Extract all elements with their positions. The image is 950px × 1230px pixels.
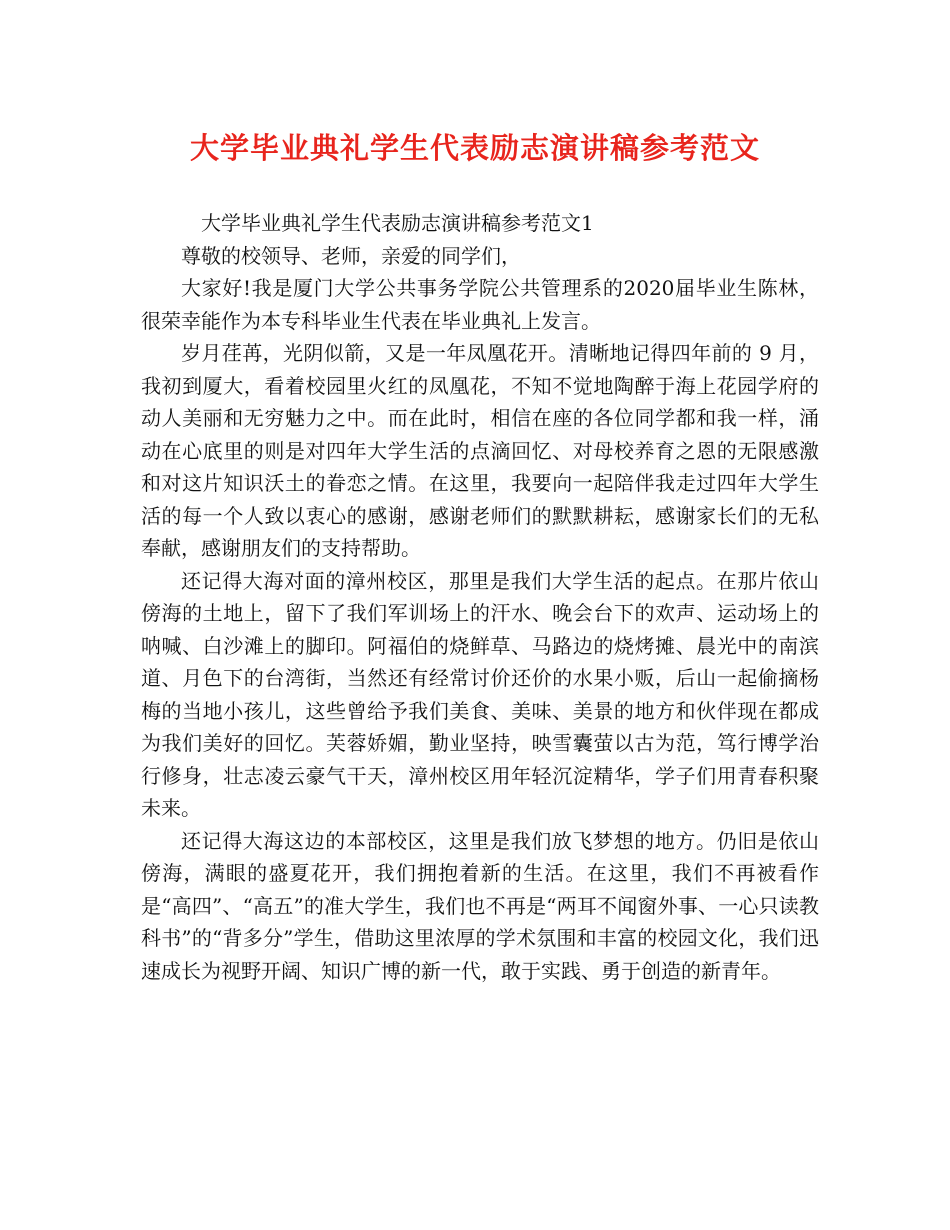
- paragraph-zhangzhou-campus: 还记得大海对面的漳州校区，那里是我们大学生活的起点。在那片依山傍海的土地上，留下了我们军训场上的汗水、晚会台下的欢声、运动场上的呐喊、白沙滩上的脚印。阿福伯的烧鲜草、马路边的烧烤摊、晨光中的南滨道、月色下的台湾街，当然还有经常讨价还价的水果小贩，后山一起偷摘杨梅的当地小孩儿，这些曾给予我们美食、美味、美景的地方和伙伴现在都成为我们美好的回忆。芙蓉娇媚，勤业坚持，映雪囊萤以古为范，笃行博学治行修身，壮志凌云豪气干天，漳州校区用年轻沉淀精华，学子们用青春积聚未来。: [141, 568, 819, 820]
- document-body: [141, 207, 819, 987]
- paragraph-main-campus: 还记得大海这边的本部校区，这里是我们放飞梦想的地方。仍旧是依山傍海，满眼的盛夏花开，我们拥抱着新的生活。在这里，我们不再被看作是“高四”、“高五”的准大学生，我们也不再是“两耳不闻窗外事、一心只读教科书”的“背多分”学生，借助这里浓厚的学术氛围和丰富的校园文化，我们迅速成长为视野开阔、知识广博的新一代，敢于实践、勇于创造的新青年。: [141, 828, 819, 983]
- paragraph-salutation: 尊敬的校领导、老师，亲爱的同学们，: [181, 243, 521, 268]
- document-title: 大学毕业典礼学生代表励志演讲稿参考范文: [189, 131, 760, 165]
- paragraph-introduction: 大家好!我是厦门大学公共事务学院公共管理系的2020届毕业生陈林，很荣幸能作为本专科毕业生代表在毕业典礼上发言。: [141, 276, 819, 333]
- section-subheading: 大学毕业典礼学生代表励志演讲稿参考范文1: [201, 211, 594, 235]
- paragraph-memories: 岁月荏苒，光阴似箭，又是一年凤凰花开。清晰地记得四年前的 9 月，我初到厦大，看着校园里火红的凤凰花，不知不觉地陶醉于海上花园学府的动人美丽和无穷魅力之中。而在此时，相信在座的各位同学都和我一样，涌动在心底里的则是对四年大学生活的点滴回忆、对母校养育之恩的无限感激和对这片知识沃土的眷恋之情。在这里，我要向一起陪伴我走过四年大学生活的每一个人致以衷心的感谢，感谢老师们的默默耕耘，感谢家长们的无私奉献，感谢朋友们的支持帮助。: [141, 341, 819, 560]
